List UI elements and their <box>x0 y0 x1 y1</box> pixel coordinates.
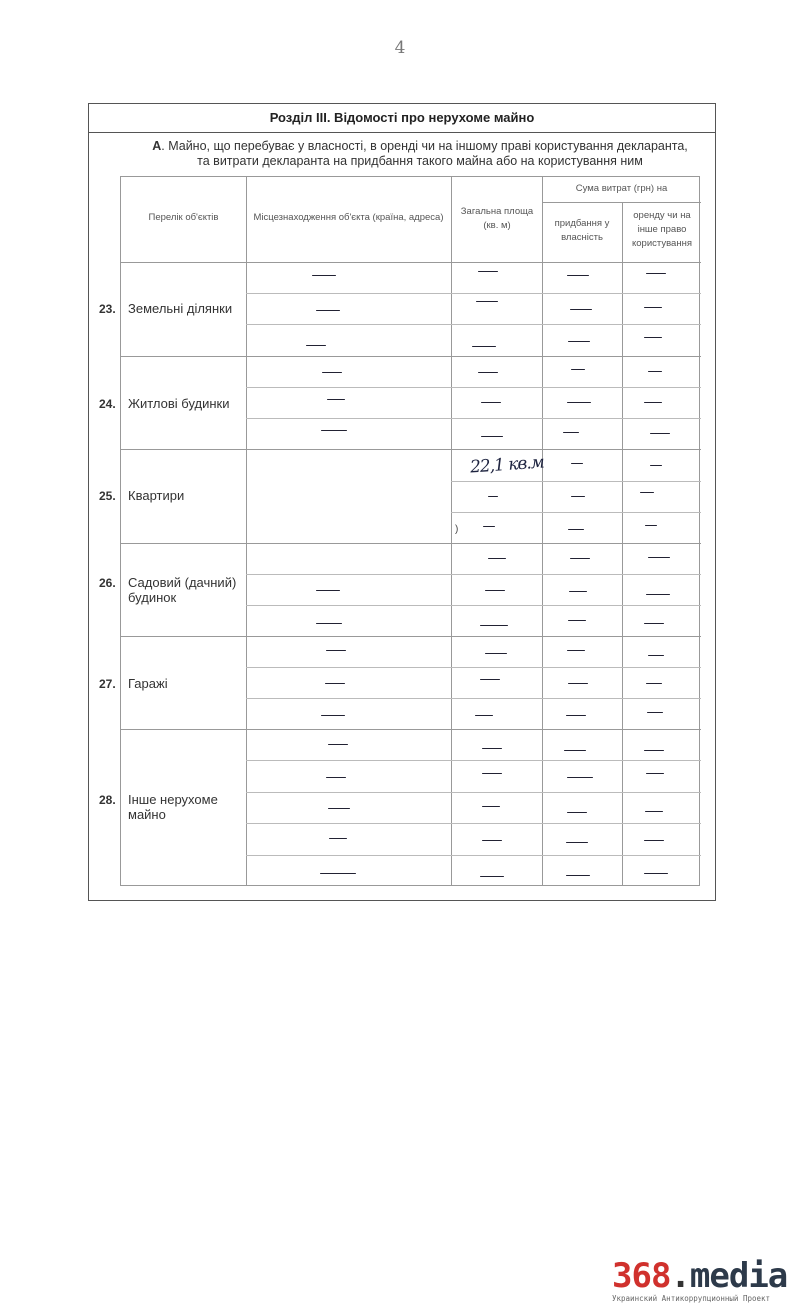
dash-mark <box>567 812 587 813</box>
page-number: 4 <box>394 38 406 58</box>
dash-mark <box>571 496 585 497</box>
header-purchase: придбання у власність <box>554 218 610 243</box>
row-label-summer-house: Садовий (дачний) будинок <box>128 575 237 605</box>
dash-mark <box>567 777 593 778</box>
subsection-text-line1: . Майно, що перебуває у власності, в оренді чи на іншому праві користування декларанта, <box>161 139 688 153</box>
dash-mark <box>482 748 502 749</box>
subsection-text-line2: та витрати декларанта на придбання такого майна або на користування ним <box>197 154 643 168</box>
row-number-23: 23. <box>99 302 116 316</box>
dash-mark <box>476 301 498 302</box>
dash-mark <box>483 526 495 527</box>
dash-mark <box>316 310 340 311</box>
dash-mark <box>563 432 579 433</box>
dash-mark <box>569 591 587 592</box>
dash-mark <box>475 715 493 716</box>
dash-mark <box>480 876 504 877</box>
dash-mark <box>306 345 326 346</box>
dash-mark <box>568 529 584 530</box>
dash-mark <box>321 715 345 716</box>
dash-mark <box>650 465 662 466</box>
dash-mark <box>567 275 589 276</box>
dash-mark <box>478 271 498 272</box>
dash-mark <box>325 683 345 684</box>
header-costs-group: Сума витрат (грн) на <box>575 183 668 194</box>
dash-mark <box>329 838 347 839</box>
dash-mark <box>328 808 350 809</box>
dash-mark <box>571 463 583 464</box>
row-number-25: 25. <box>99 489 116 503</box>
dash-mark <box>648 557 670 558</box>
watermark-logo <box>612 1256 792 1303</box>
watermark-number: 368 <box>612 1256 671 1296</box>
dash-mark <box>568 341 590 342</box>
dash-mark <box>650 433 670 434</box>
dash-mark <box>644 840 664 841</box>
dash-mark <box>645 811 663 812</box>
dash-mark <box>480 679 500 680</box>
dash-mark <box>647 712 663 713</box>
dash-mark <box>488 558 506 559</box>
dash-mark <box>570 558 590 559</box>
dash-mark <box>326 777 346 778</box>
dash-mark <box>564 750 586 751</box>
dash-mark <box>312 275 336 276</box>
row-label-land: Земельні ділянки <box>128 301 233 316</box>
dash-mark <box>644 307 662 308</box>
dash-mark <box>646 594 670 595</box>
dash-mark <box>488 496 498 497</box>
dash-mark <box>320 873 356 874</box>
dash-mark <box>567 402 591 403</box>
dash-mark <box>644 402 662 403</box>
header-area: Загальна площа (кв. м) <box>460 206 534 231</box>
dash-mark <box>568 620 586 621</box>
subsection-title <box>129 139 711 169</box>
dash-mark <box>482 840 502 841</box>
dash-mark <box>568 683 588 684</box>
dash-mark <box>646 683 662 684</box>
handwritten-apartment-area: 22,1 кв.м <box>469 452 545 478</box>
header-rent: оренду чи на інше право користування <box>632 210 692 249</box>
dash-mark <box>648 371 662 372</box>
dash-mark <box>646 773 664 774</box>
dash-mark <box>646 273 666 274</box>
row-label-houses: Житлові будинки <box>128 396 230 411</box>
dash-mark <box>316 590 340 591</box>
stray-pen-mark: ) <box>455 524 459 535</box>
dash-mark <box>481 436 503 437</box>
dash-mark <box>645 525 657 526</box>
dash-mark <box>566 715 586 716</box>
dash-mark <box>570 309 592 310</box>
dash-mark <box>640 492 654 493</box>
header-objects: Перелік об'єктів <box>148 212 219 223</box>
dash-mark <box>644 623 664 624</box>
row-label-garages: Гаражі <box>128 676 168 691</box>
dash-mark <box>485 590 505 591</box>
dash-mark <box>644 873 668 874</box>
dash-mark <box>567 650 585 651</box>
real-estate-table <box>120 176 700 886</box>
dash-mark <box>482 773 502 774</box>
dash-mark <box>566 875 590 876</box>
row-number-27: 27. <box>99 677 116 691</box>
row-label-other-property: Інше нерухоме майно <box>128 792 218 822</box>
dash-mark <box>481 402 501 403</box>
dash-mark <box>326 650 346 651</box>
dash-mark <box>316 623 342 624</box>
dash-mark <box>322 372 342 373</box>
dash-mark <box>480 625 508 626</box>
dash-mark <box>472 346 496 347</box>
row-number-24: 24. <box>99 397 116 411</box>
dash-mark <box>571 369 585 370</box>
dash-mark <box>478 372 498 373</box>
watermark-brand: media <box>689 1256 788 1296</box>
dash-mark <box>482 806 500 807</box>
dash-mark <box>644 337 662 338</box>
watermark-dot: . <box>670 1256 690 1296</box>
dash-mark <box>321 430 347 431</box>
dash-mark <box>648 655 664 656</box>
dash-mark <box>327 399 345 400</box>
row-number-26: 26. <box>99 576 116 590</box>
header-location: Місцезнаходження об'єкта (країна, адреса) <box>253 212 444 223</box>
dash-mark <box>566 842 588 843</box>
dash-mark <box>485 653 507 654</box>
watermark-tagline: Украинский Антикоррупционный Проект <box>612 1294 771 1303</box>
section-title: Розділ III. Відомості про нерухоме майно <box>89 104 715 133</box>
row-label-apartments: Квартири <box>128 488 185 503</box>
dash-mark <box>328 744 348 745</box>
dash-mark <box>644 750 664 751</box>
row-number-28: 28. <box>99 793 116 807</box>
subsection-letter: А <box>152 139 162 153</box>
